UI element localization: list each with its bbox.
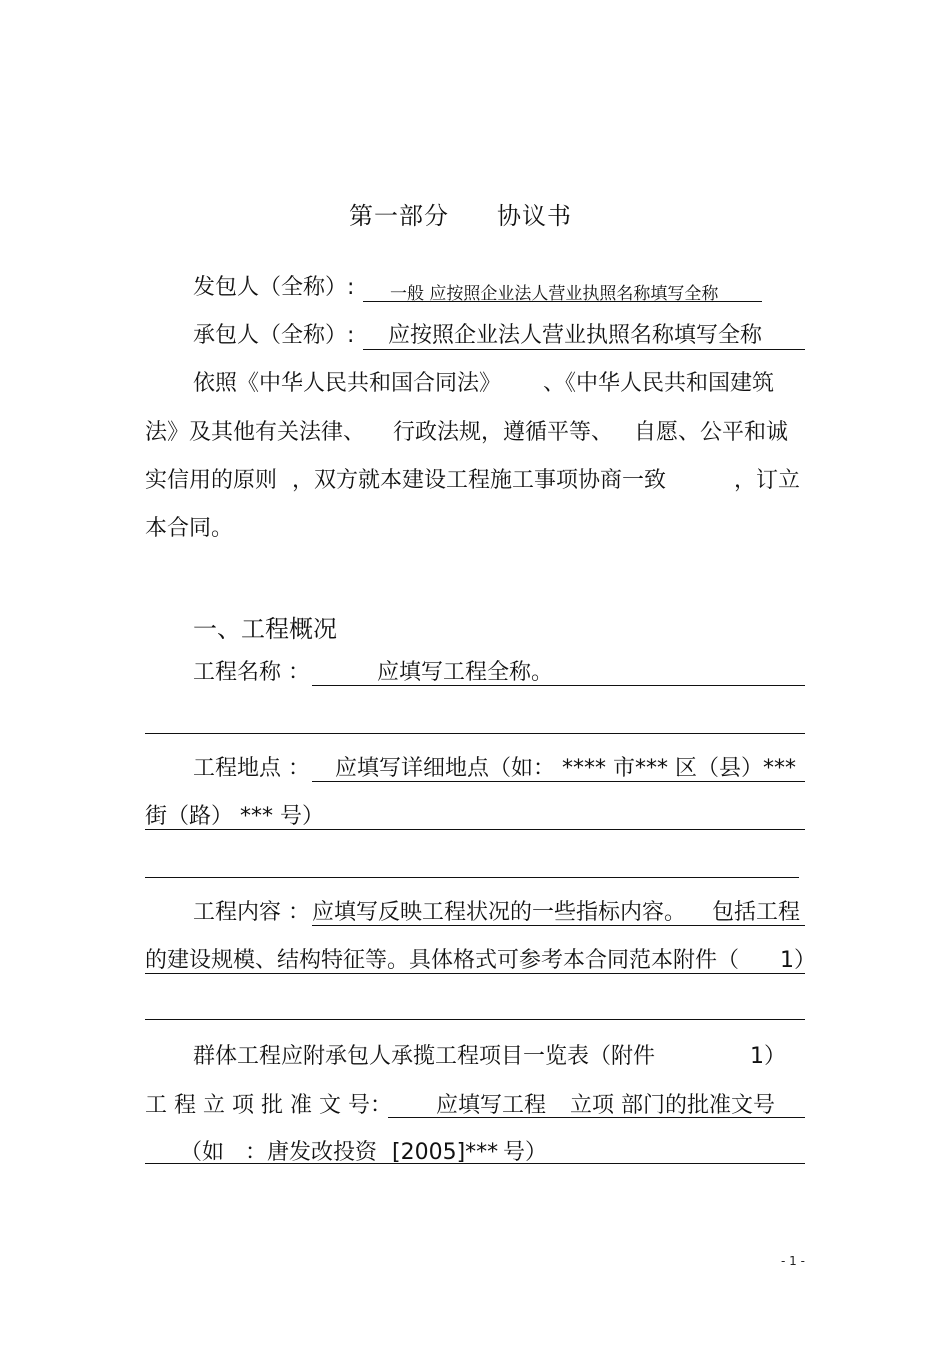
- section-heading: 一、工程概况: [193, 615, 337, 643]
- approval-underline-1: [388, 1117, 805, 1118]
- group-project-num: 1）: [750, 1044, 786, 1069]
- project-content-line1a: 应填写反映工程状况的一些指标内容。: [312, 900, 687, 925]
- page-number: - 1 -: [781, 1254, 805, 1268]
- project-location-label: 工程地点 ：: [193, 756, 310, 781]
- group-project-text: 群体工程应附承包人承揽工程项目一览表（附件: [193, 1044, 656, 1069]
- project-content-line2a: 的建设规模、结构特征等。具体格式可参考本合同范本附件（: [145, 948, 740, 973]
- project-name-underline: [312, 685, 805, 686]
- contractor-label: 承包人（全称）:: [193, 323, 355, 348]
- preamble-line3c: ，订立: [734, 468, 801, 493]
- approval-line2a: （如: [180, 1140, 225, 1165]
- blank-line: [145, 733, 805, 734]
- project-location-line1: 应填写详细地点（如： **** 市*** 区（县）***: [335, 756, 796, 781]
- approval-underline-2: [145, 1163, 805, 1164]
- content-underline-2: [145, 973, 805, 974]
- approval-line2c: [2005]***: [392, 1140, 499, 1165]
- project-content-line2b: 1）: [780, 948, 816, 973]
- preamble-line3b: ，双方就本建设工程施工事项协商一致: [292, 468, 667, 493]
- preamble-line1a: 依照《中华人民共和国合同法》: [193, 371, 502, 396]
- preamble-line1b: 、《中华人民共和国建筑: [543, 371, 775, 396]
- preamble-line2a: 法》及其他有关法律、: [145, 420, 366, 445]
- approval-line2b: ：唐发改投资: [245, 1140, 378, 1165]
- employer-underline: [363, 301, 762, 302]
- location-underline-1: [312, 781, 805, 782]
- project-content-line1b: 包括工程: [712, 900, 801, 925]
- preamble-line3a: 实信用的原则: [145, 468, 278, 493]
- part-title: 第一部分: [349, 202, 449, 230]
- contractor-underline: [363, 349, 805, 350]
- project-name-value: 应填写工程全称。: [377, 660, 554, 685]
- content-underline-1: [312, 925, 805, 926]
- location-underline-2: [145, 829, 805, 830]
- preamble-line2b: 行政法规，遵循平等、: [393, 420, 614, 445]
- document-title: 协议书: [497, 202, 572, 230]
- approval-line2d: 号）: [503, 1140, 548, 1165]
- project-name-label: 工程名称 ：: [193, 660, 310, 685]
- approval-value-a: 应填写工程: [436, 1093, 547, 1118]
- contractor-value: 应按照企业法人营业执照名称填写全称: [388, 323, 763, 348]
- blank-line: [145, 877, 799, 878]
- approval-value-b: 立项 部门的批准文号: [570, 1093, 775, 1118]
- employer-label: 发包人（全称）:: [193, 275, 355, 300]
- approval-label: 工 程 立 项 批 准 文 号：: [145, 1093, 392, 1118]
- project-content-label: 工程内容 ：: [193, 900, 310, 925]
- preamble-line2c: 自愿、公平和诚: [634, 420, 789, 445]
- project-location-line2: 街（路） *** 号）: [145, 804, 324, 829]
- employer-value: 一般 应按照企业法人营业执照名称填写全称: [390, 284, 719, 304]
- blank-line: [145, 1019, 805, 1020]
- preamble-line4: 本合同。: [145, 516, 234, 541]
